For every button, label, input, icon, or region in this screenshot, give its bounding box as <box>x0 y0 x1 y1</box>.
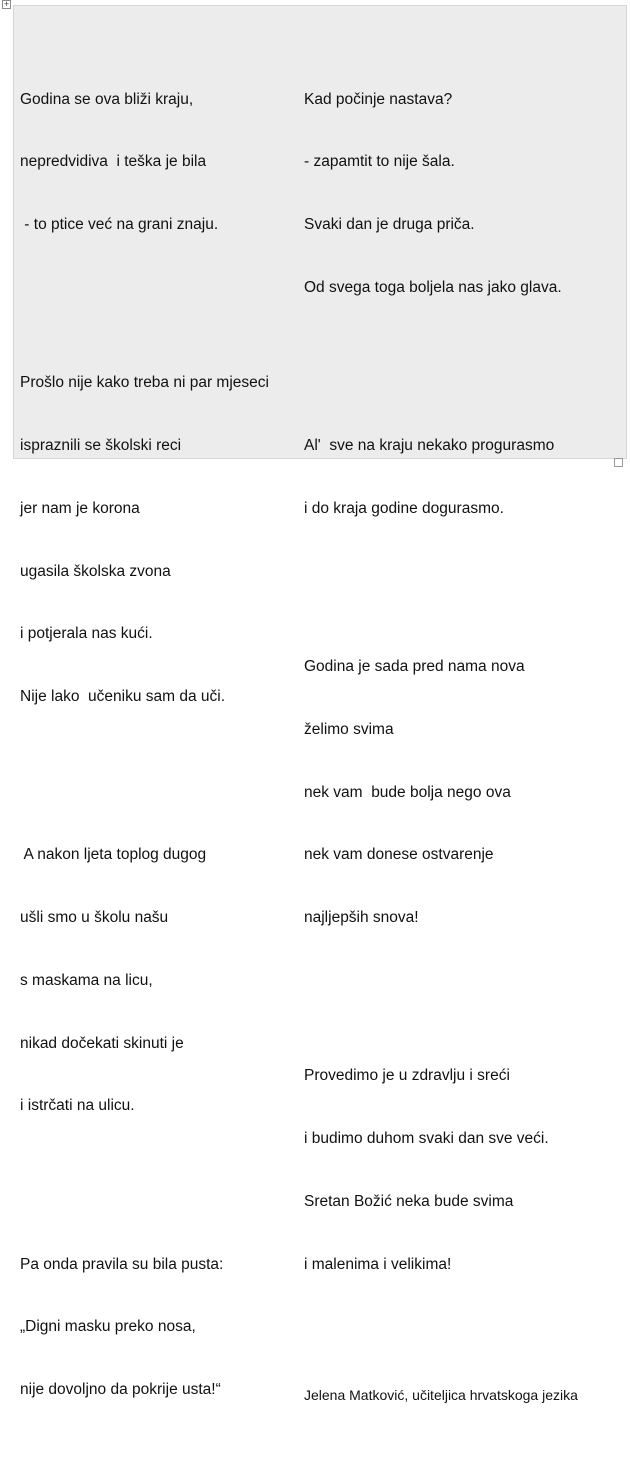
poem-line: Sretan Božić neka bude svima <box>304 1192 514 1210</box>
poem-line: Prošlo nije kako treba ni par mjeseci <box>20 374 269 392</box>
stanza-6 <box>304 394 578 561</box>
poem-line: i do kraja godine dogurasmo. <box>304 499 504 517</box>
poem-line: „Digni masku preko nosa, <box>20 1318 196 1336</box>
poem-line: nikad dočekati skinuti je <box>20 1034 184 1052</box>
stanza-2 <box>20 332 269 750</box>
poem-line: ugasila školska zvona <box>20 562 171 580</box>
stanza-3 <box>20 804 269 1159</box>
poem-line: Nije lako učeniku sam da uči. <box>20 688 226 705</box>
poem-line: Provedimo je u zdravlju i sreći <box>304 1067 510 1085</box>
poem-line: Pa onda pravila su bila pusta: <box>20 1255 224 1273</box>
poem-line: najljepših snova! <box>304 909 419 927</box>
stanza-7 <box>304 615 578 970</box>
poem-line: Od svega toga boljela nas jako glava. <box>304 278 562 296</box>
poem-line: i istrčati na ulicu. <box>20 1097 135 1115</box>
table-resize-handle[interactable] <box>614 458 623 467</box>
poem-line: jer nam je korona <box>20 499 140 517</box>
poem-line: ispraznili se školski reci <box>20 437 182 455</box>
poem-line: - to ptice već na grani znaju. <box>20 216 219 234</box>
poem-line: Al' sve na kraju nekako progurasmo <box>304 437 555 455</box>
poem-right-column <box>304 6 578 1427</box>
poem-line: nek vam bude bolja nego ova <box>304 783 511 801</box>
poem-line: i budimo duhom svaki dan sve veći. <box>304 1130 549 1148</box>
stanza-4 <box>20 1213 269 1443</box>
poem-line: nije dovoljno da pokrije usta!“ <box>20 1381 221 1398</box>
poem-left-column <box>20 6 269 1476</box>
poem-line: i malenima i velikima! <box>304 1255 452 1273</box>
poem-line: i potjerala nas kući. <box>20 625 153 643</box>
poem-line: s maskama na licu, <box>20 971 153 989</box>
poem-line: Kad počinje nastava? <box>304 90 453 108</box>
poem-line: Svaki dan je druga priča. <box>304 216 475 234</box>
poem-line: - zapamtit to nije šala. <box>304 153 455 171</box>
poem-line: A nakon ljeta toplog dugog <box>20 846 207 864</box>
stanza-5 <box>304 48 578 341</box>
stanza-1 <box>20 48 269 278</box>
poem-line: nepredvidiva i teška je bila <box>20 153 207 171</box>
poem-line: Godina se ova bliži kraju, <box>20 90 194 108</box>
poem-line: ušli smo u školu našu <box>20 909 169 927</box>
poem-line: Godina je sada pred nama nova <box>304 658 525 676</box>
stanza-8 <box>304 1025 578 1318</box>
poem-line: nek vam donese ostvarenje <box>304 846 494 864</box>
author-signature: Jelena Matković, učiteljica hrvatskoga jezika <box>304 1387 578 1404</box>
table-move-handle[interactable]: + <box>3 0 10 9</box>
poem-line: želimo svima <box>304 720 394 738</box>
